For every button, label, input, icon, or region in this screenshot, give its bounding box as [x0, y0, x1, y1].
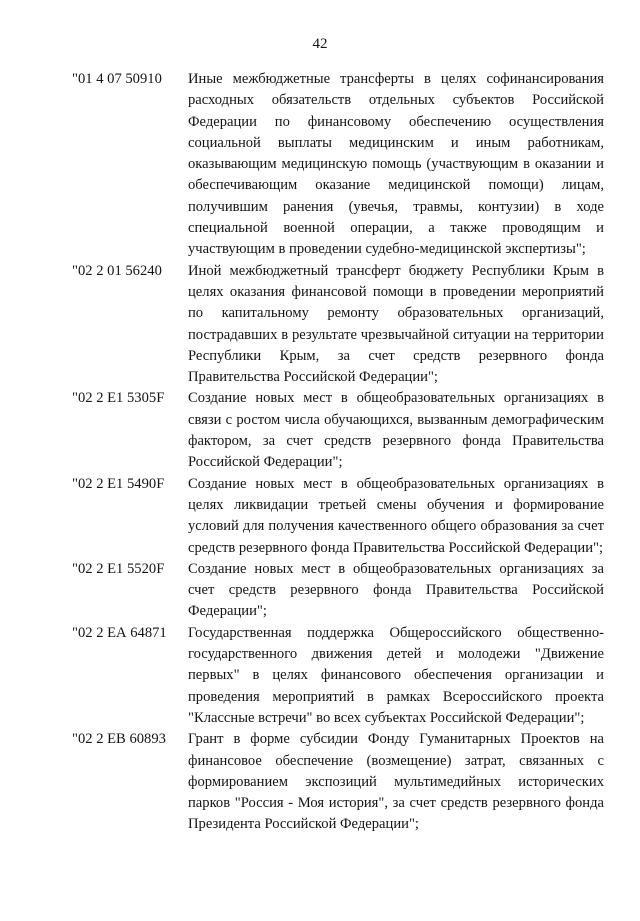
budget-description: Создание новых мест в общеобразовательных организациях в связи с ростом числа обучающихся, вызванным демографическим фактором, за счет средств резервного фонда Правительства Российской Федерации"; [188, 390, 604, 471]
budget-code: "02 2 Е1 5520F [72, 560, 165, 577]
budget-code: "01 4 07 50910 [72, 71, 162, 87]
budget-entry [72, 388, 604, 473]
budget-code: "02 2 01 56240 [72, 262, 162, 279]
budget-code: "02 2 Е1 5305F [72, 390, 165, 407]
budget-description: Иной межбюджетный трансферт бюджету Республики Крым в целях оказания финансовой помощи в проведении мероприятий по капитальному ремонту образовательных организаций, пострадавших в результате чрезвычайной ситуации на территории Республики Крым, за счет средств резервного фонда Правительства Российской Федерации"; [188, 262, 604, 386]
budget-entry [72, 559, 604, 623]
budget-description: Грант в форме субсидии Фонду Гуманитарных Проектов на финансовое обеспечение (возмещение) затрат, связанных с формированием экспозиций мультимедийных исторических парков "Россия - Моя история", за счет средств резервного фонда Президента Российской Федерации"; [188, 731, 604, 833]
budget-code: "02 2 ЕВ 60893 [72, 731, 166, 748]
budget-entry [72, 69, 604, 261]
budget-entry [72, 729, 604, 835]
budget-description: Создание новых мест в общеобразовательных организациях за счет средств резервного фонда Правительства Российской Федерации"; [188, 560, 604, 620]
budget-description: Иные межбюджетные трансферты в целях софинансирования расходных обязательств отдельных субъектов Российской Федерации по финансовому обеспечению осуществления социальной выплаты медицинским и иным работникам, оказывающим медицинскую помощь (участвующим в оказании и обеспечивающим оказание медицинской помощи) лицам, получившим ранения (увечья, травмы, контузии) в ходе специальной военной операции, а также проводящим и участвующим в проведении судебно-медицинской экспертизы"; [188, 71, 604, 258]
page-number: 42 [312, 36, 328, 52]
budget-entry [72, 261, 604, 389]
budget-code-list [72, 69, 604, 836]
budget-entry [72, 623, 604, 729]
budget-code: "02 2 ЕА 64871 [72, 624, 167, 641]
budget-description: Создание новых мест в общеобразовательных организациях в целях ликвидации третьей смены обучения и формирование условий для получения качественного общего образования за счет средств резервного фонда Правительства Российской Федерации"; [188, 475, 604, 556]
budget-description: Государственная поддержка Общероссийского общественно-государственного движения детей и молодежи "Движение первых" в целях финансового обеспечения организации и проведения мероприятий в рамках Всероссийского проекта "Классные встречи" во всех субъектах Российской Федерации"; [188, 624, 604, 726]
budget-code: "02 2 Е1 5490F [72, 475, 165, 492]
budget-entry [72, 474, 604, 559]
